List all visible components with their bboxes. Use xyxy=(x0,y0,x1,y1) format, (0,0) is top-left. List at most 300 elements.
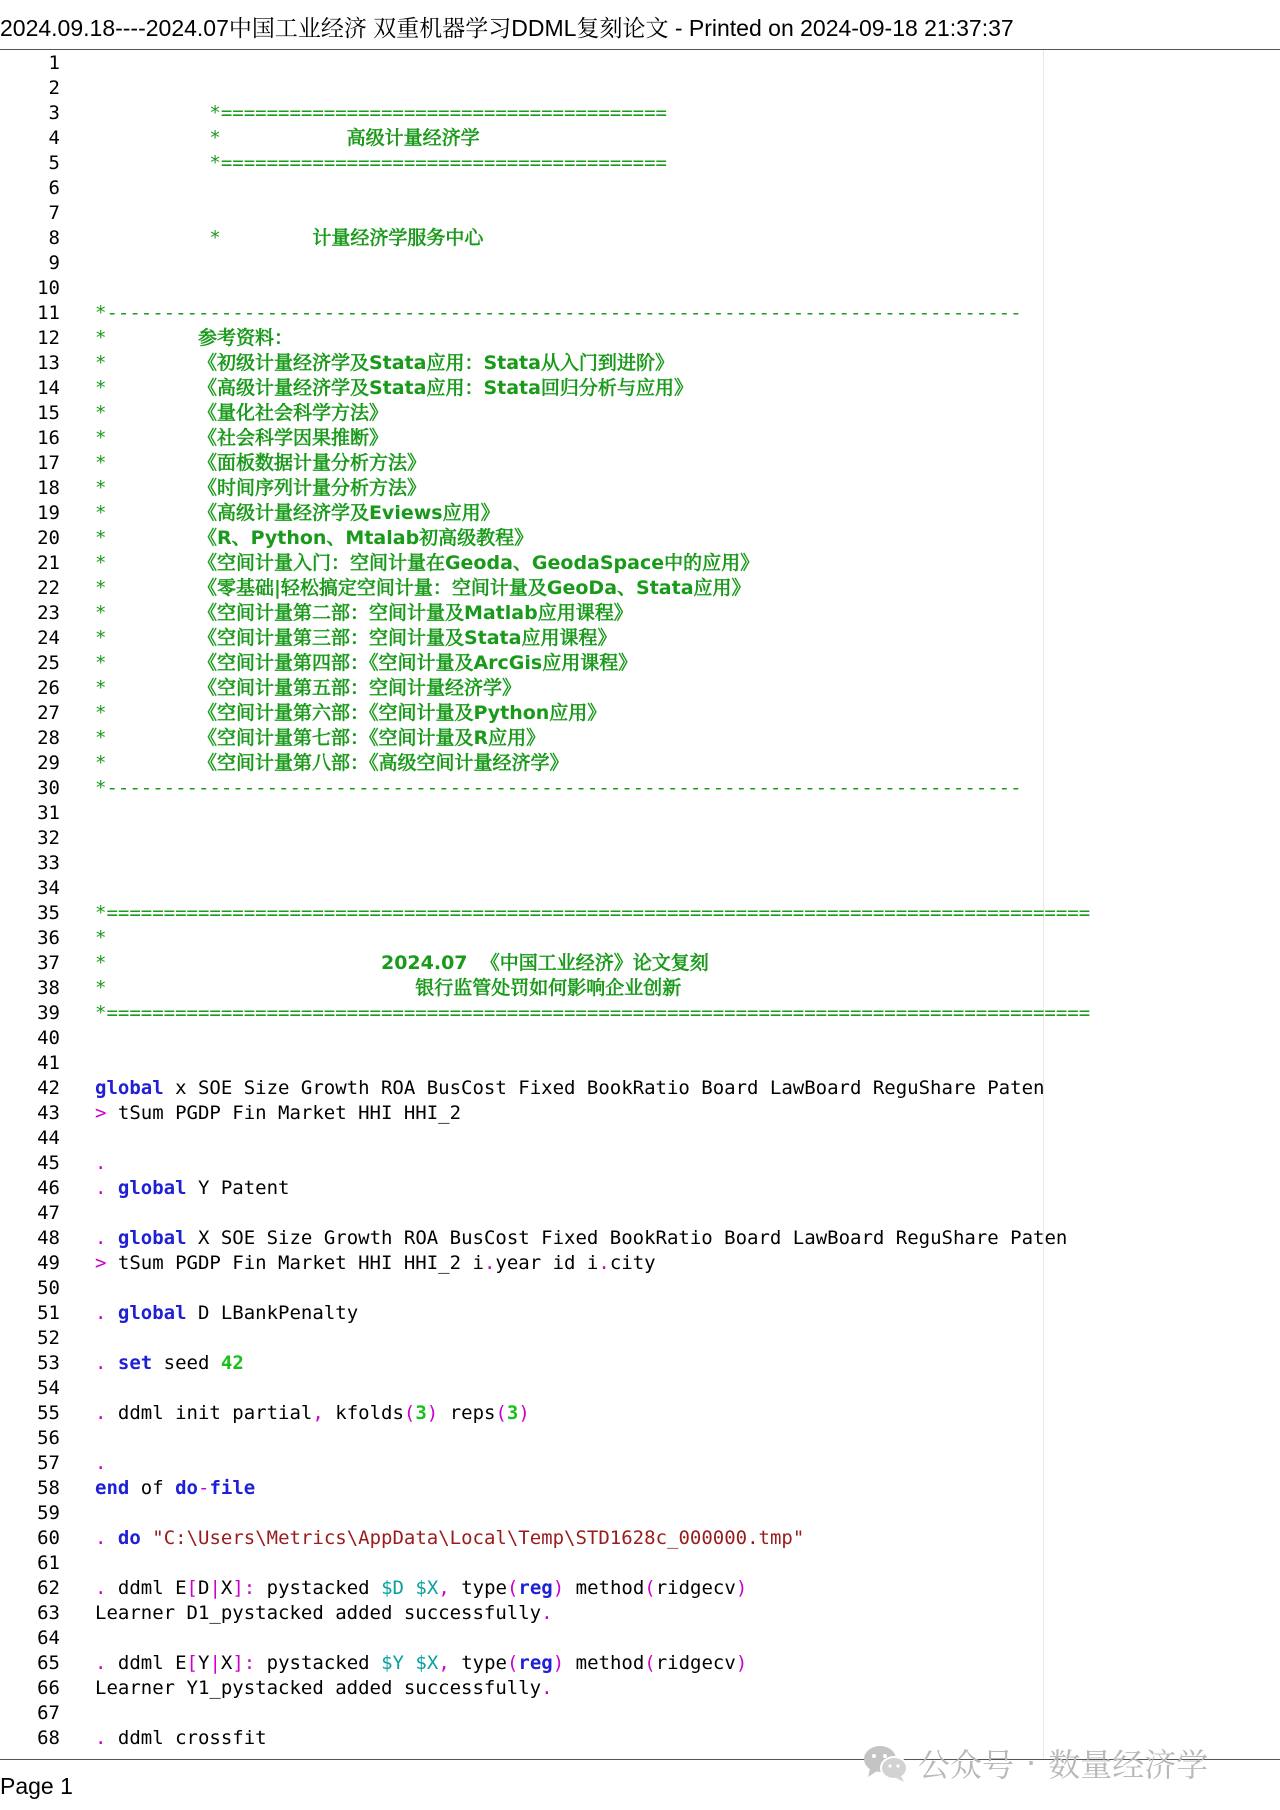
line-text xyxy=(95,326,293,351)
code-token: D LBankPenalty xyxy=(186,1302,359,1324)
code-token: seed xyxy=(152,1352,221,1374)
code-token: *-------------------------------------------------------------------------------- xyxy=(95,302,1022,324)
code-token xyxy=(106,1352,117,1374)
code-line xyxy=(0,651,1280,676)
code-line xyxy=(0,1426,1280,1451)
code-line xyxy=(0,1301,1280,1326)
code-line xyxy=(0,401,1280,426)
code-token: 《空间计量第七部：《空间计量及R应用》 xyxy=(197,727,546,749)
code-token: ) xyxy=(735,1577,748,1599)
code-line xyxy=(0,1001,1280,1026)
code-line xyxy=(0,326,1280,351)
line-number: 22 xyxy=(37,577,60,599)
line-text xyxy=(95,626,616,651)
line-number: 28 xyxy=(37,727,60,749)
code-line xyxy=(0,726,1280,751)
code-line xyxy=(0,851,1280,876)
code-token: type xyxy=(449,1577,507,1599)
code-token: * xyxy=(95,952,381,974)
code-line xyxy=(0,126,1280,151)
code-token: ddml E xyxy=(106,1577,187,1599)
code-token: 《高级计量经济学及Eviews应用》 xyxy=(197,502,500,524)
line-number: 54 xyxy=(37,1377,60,1399)
code-line xyxy=(0,1476,1280,1501)
line-text xyxy=(95,1601,553,1626)
code-token: $Y xyxy=(381,1652,404,1674)
code-token: ( xyxy=(506,1652,519,1674)
line-text xyxy=(95,1151,106,1176)
code-token: ddml E xyxy=(106,1652,187,1674)
code-token: * xyxy=(95,402,198,424)
code-token: 《R、Python、Mtalab初高级教程》 xyxy=(197,527,534,549)
line-text xyxy=(95,1526,804,1551)
code-line xyxy=(0,751,1280,776)
code-token: $D xyxy=(381,1577,404,1599)
line-text xyxy=(95,1101,461,1126)
line-number: 31 xyxy=(37,802,60,824)
code-token: file xyxy=(209,1477,256,1499)
line-number: 49 xyxy=(37,1252,60,1274)
code-line xyxy=(0,626,1280,651)
code-line xyxy=(0,1251,1280,1276)
code-line xyxy=(0,801,1280,826)
code-token: 《空间计量第六部：《空间计量及Python应用》 xyxy=(197,702,607,724)
code-token: . xyxy=(95,1727,107,1749)
code-token: 《社会科学因果推断》 xyxy=(197,427,388,449)
code-line xyxy=(0,601,1280,626)
code-token: *====================================================================================== xyxy=(95,902,1091,924)
code-token: . xyxy=(95,1152,107,1174)
code-line xyxy=(0,1701,1280,1726)
line-text xyxy=(95,951,709,976)
line-number: 20 xyxy=(37,527,60,549)
line-number: 26 xyxy=(37,677,60,699)
code-token: , xyxy=(438,1652,450,1674)
line-text xyxy=(95,551,759,576)
line-text xyxy=(95,1176,290,1201)
line-number: 57 xyxy=(37,1452,60,1474)
line-text xyxy=(95,426,388,451)
line-text xyxy=(95,651,637,676)
line-number: 37 xyxy=(37,952,60,974)
code-token: x SOE Size Growth ROA BusCost Fixed BookRatio Board LawBoard ReguShare Paten xyxy=(163,1077,1045,1099)
code-line xyxy=(0,1151,1280,1176)
code-line xyxy=(0,1601,1280,1626)
code-token: ( xyxy=(403,1402,416,1424)
line-number: 7 xyxy=(48,202,60,224)
line-number: 65 xyxy=(37,1652,60,1674)
code-token: Y xyxy=(197,1652,210,1674)
line-number: 47 xyxy=(37,1202,60,1224)
line-number: 29 xyxy=(37,752,60,774)
line-text xyxy=(95,126,480,151)
code-token: reg xyxy=(518,1577,553,1599)
code-token: * xyxy=(95,577,198,599)
code-token: 《时间序列计量分析方法》 xyxy=(197,477,426,499)
code-token: *====================================================================================== xyxy=(95,1002,1091,1024)
code-line xyxy=(0,1651,1280,1676)
code-line xyxy=(0,551,1280,576)
code-token: $X xyxy=(415,1652,439,1674)
line-text xyxy=(95,701,606,726)
code-token: ( xyxy=(506,1577,519,1599)
code-line xyxy=(0,701,1280,726)
code-token: * xyxy=(95,377,198,399)
code-line xyxy=(0,101,1280,126)
line-number: 51 xyxy=(37,1302,60,1324)
line-number: 8 xyxy=(48,227,60,249)
line-number: 36 xyxy=(37,927,60,949)
line-number: 19 xyxy=(37,502,60,524)
code-token: 《空间计量第二部：空间计量及Matlab应用课程》 xyxy=(197,602,633,624)
code-token: * xyxy=(95,977,416,999)
code-token: 《空间计量第三部：空间计量及Stata应用课程》 xyxy=(197,627,617,649)
code-token: ]: xyxy=(232,1652,256,1674)
code-token: * xyxy=(95,627,198,649)
code-line xyxy=(0,1126,1280,1151)
line-text xyxy=(95,751,568,776)
code-line xyxy=(0,1451,1280,1476)
line-text xyxy=(95,576,751,601)
code-token: * xyxy=(95,552,198,574)
line-number: 67 xyxy=(37,1702,60,1724)
line-number: 30 xyxy=(37,777,60,799)
code-line xyxy=(0,876,1280,901)
line-number: 27 xyxy=(37,702,60,724)
code-line xyxy=(0,451,1280,476)
line-number: 10 xyxy=(37,277,60,299)
line-text xyxy=(95,376,693,401)
line-number: 3 xyxy=(48,102,60,124)
code-token: . xyxy=(95,1527,107,1549)
code-token xyxy=(141,1527,152,1549)
code-line xyxy=(0,826,1280,851)
line-text xyxy=(95,226,483,251)
code-token: * xyxy=(95,752,198,774)
code-token: Learner Y1_pystacked added successfully xyxy=(95,1677,542,1699)
line-text xyxy=(95,1301,358,1326)
line-number: 61 xyxy=(37,1552,60,1574)
line-number: 38 xyxy=(37,977,60,999)
code-line xyxy=(0,576,1280,601)
code-line xyxy=(0,1526,1280,1551)
line-text xyxy=(95,351,674,376)
line-number: 50 xyxy=(37,1277,60,1299)
code-line xyxy=(0,1551,1280,1576)
code-token: X xyxy=(220,1652,233,1674)
line-text xyxy=(95,1076,1044,1101)
code-line xyxy=(0,476,1280,501)
code-token: ridgecv xyxy=(655,1577,736,1599)
code-line xyxy=(0,426,1280,451)
line-number: 25 xyxy=(37,652,60,674)
code-token: * xyxy=(95,702,198,724)
line-text xyxy=(95,1001,1090,1026)
code-token: 《空间计量第四部：《空间计量及ArcGis应用课程》 xyxy=(197,652,638,674)
code-line xyxy=(0,501,1280,526)
line-number: 39 xyxy=(37,1002,60,1024)
code-token: type xyxy=(449,1652,507,1674)
code-token: 2024.07 《中国工业经济》论文复刻 xyxy=(380,952,709,974)
code-token: ( xyxy=(644,1577,656,1599)
code-line xyxy=(0,676,1280,701)
code-token: ) xyxy=(426,1402,439,1424)
code-token: ) xyxy=(552,1652,565,1674)
code-token: [ xyxy=(186,1652,198,1674)
line-text xyxy=(95,776,1022,801)
code-token: reps xyxy=(438,1402,496,1424)
watermark-text-left: 公众号 xyxy=(918,1746,1015,1784)
code-token: X SOE Size Growth ROA BusCost Fixed BookRatio Board LawBoard ReguShare Paten xyxy=(186,1227,1068,1249)
code-token: city xyxy=(609,1252,656,1274)
code-token: * xyxy=(95,652,198,674)
print-header-title: 2024.09.18----2024.07中国工业经济 双重机器学习DDML复刻论文 - Printed on 2024-09-18 21:37:37 xyxy=(0,15,1014,41)
line-number: 41 xyxy=(37,1052,60,1074)
code-line xyxy=(0,1076,1280,1101)
code-token: $X xyxy=(415,1577,439,1599)
code-line xyxy=(0,151,1280,176)
code-token: method xyxy=(564,1577,645,1599)
code-token: ) xyxy=(518,1402,530,1424)
watermark xyxy=(862,1740,1208,1786)
code-token: of xyxy=(129,1477,176,1499)
line-text xyxy=(95,676,521,701)
code-line xyxy=(0,226,1280,251)
code-line xyxy=(0,1176,1280,1201)
code-token: * xyxy=(95,452,198,474)
code-token: global xyxy=(117,1227,187,1249)
line-number: 6 xyxy=(48,177,60,199)
code-token: ddml init partial xyxy=(106,1402,313,1424)
code-token xyxy=(106,1527,117,1549)
line-number: 55 xyxy=(37,1402,60,1424)
line-text xyxy=(95,726,545,751)
code-token: method xyxy=(564,1652,645,1674)
code-token: . xyxy=(95,1402,107,1424)
line-number: 43 xyxy=(37,1102,60,1124)
code-token xyxy=(106,1227,117,1249)
code-token: *-------------------------------------------------------------------------------- xyxy=(95,777,1022,799)
code-token: "C:\Users\Metrics\AppData\Local\Temp\STD1628c_000000.tmp" xyxy=(152,1527,805,1549)
code-token: * xyxy=(95,527,198,549)
code-line xyxy=(0,1626,1280,1651)
line-number: 15 xyxy=(37,402,60,424)
code-token: . xyxy=(95,1452,107,1474)
line-text xyxy=(95,1676,553,1701)
line-text xyxy=(95,526,533,551)
line-text xyxy=(95,976,681,1001)
code-line xyxy=(0,351,1280,376)
line-text xyxy=(95,901,1090,926)
line-number: 16 xyxy=(37,427,60,449)
line-number: 52 xyxy=(37,1327,60,1349)
line-number: 40 xyxy=(37,1027,60,1049)
code-token: 3 xyxy=(415,1402,427,1424)
line-number: 2 xyxy=(48,77,60,99)
code-token: . xyxy=(483,1252,496,1274)
code-token: end xyxy=(95,1477,130,1499)
line-number: 1 xyxy=(48,52,60,74)
code-token: ) xyxy=(735,1652,748,1674)
code-token: * xyxy=(95,127,347,149)
code-token: * xyxy=(95,677,198,699)
code-token: year id i xyxy=(495,1252,599,1274)
line-text xyxy=(95,926,106,951)
code-token: . xyxy=(95,1577,107,1599)
line-number: 56 xyxy=(37,1427,60,1449)
code-token xyxy=(404,1652,415,1674)
code-token: do xyxy=(117,1527,141,1549)
code-token: 《空间计量入门：空间计量在Geoda、GeodaSpace中的应用》 xyxy=(197,552,760,574)
line-text xyxy=(95,1576,747,1601)
code-token: *======================================= xyxy=(95,152,667,174)
code-token xyxy=(106,1177,117,1199)
code-line xyxy=(0,376,1280,401)
code-token: do xyxy=(175,1477,198,1499)
line-number: 24 xyxy=(37,627,60,649)
code-line xyxy=(0,951,1280,976)
line-number: 35 xyxy=(37,902,60,924)
line-text xyxy=(95,101,667,126)
code-token: * xyxy=(95,427,198,449)
line-text xyxy=(95,1401,530,1426)
watermark-text-right: 数量经济学 xyxy=(1048,1746,1209,1784)
code-token: Learner D1_pystacked added successfully xyxy=(95,1602,542,1624)
line-number: 12 xyxy=(37,327,60,349)
line-number: 11 xyxy=(37,302,60,324)
line-number: 5 xyxy=(48,152,60,174)
code-line xyxy=(0,1051,1280,1076)
code-token: reg xyxy=(518,1652,553,1674)
code-token: ( xyxy=(495,1402,507,1424)
code-line xyxy=(0,976,1280,1001)
code-token: pystacked xyxy=(255,1652,382,1674)
code-token: ) xyxy=(552,1577,565,1599)
code-token: - xyxy=(197,1477,210,1499)
line-number: 48 xyxy=(37,1227,60,1249)
line-number: 34 xyxy=(37,877,60,899)
code-token: 高级计量经济学 xyxy=(346,127,480,149)
code-token: , xyxy=(312,1402,324,1424)
line-text xyxy=(95,476,426,501)
wechat-icon xyxy=(862,1743,908,1783)
code-token: ridgecv xyxy=(655,1652,736,1674)
code-token: D xyxy=(197,1577,210,1599)
line-number: 63 xyxy=(37,1602,60,1624)
code-token: . xyxy=(95,1352,107,1374)
code-token: . xyxy=(541,1677,553,1699)
code-token: global xyxy=(95,1077,164,1099)
code-line xyxy=(0,1326,1280,1351)
code-token: global xyxy=(117,1177,187,1199)
code-token: * xyxy=(95,327,198,349)
code-line xyxy=(0,1101,1280,1126)
line-text xyxy=(95,151,667,176)
line-number: 45 xyxy=(37,1152,60,1174)
line-number: 60 xyxy=(37,1527,60,1549)
code-token: * xyxy=(95,727,198,749)
code-token: ]: xyxy=(232,1577,256,1599)
code-token: . xyxy=(95,1177,107,1199)
code-token: 《高级计量经济学及Stata应用：Stata回归分析与应用》 xyxy=(197,377,693,399)
code-token: 《面板数据计量分析方法》 xyxy=(197,452,426,474)
line-number: 66 xyxy=(37,1677,60,1699)
line-text xyxy=(95,451,426,476)
line-number: 64 xyxy=(37,1627,60,1649)
line-number: 23 xyxy=(37,602,60,624)
code-line xyxy=(0,776,1280,801)
line-number: 18 xyxy=(37,477,60,499)
code-token: global xyxy=(117,1302,187,1324)
code-line xyxy=(0,76,1280,101)
code-token: tSum PGDP Fin Market HHI HHI_2 xyxy=(106,1102,462,1124)
code-line xyxy=(0,1676,1280,1701)
code-token: * xyxy=(95,477,198,499)
line-text xyxy=(95,601,633,626)
code-token: 《量化社会科学方法》 xyxy=(197,402,388,424)
code-line xyxy=(0,901,1280,926)
code-line xyxy=(0,1351,1280,1376)
code-token: * xyxy=(95,602,198,624)
code-token: 计量经济学服务中心 xyxy=(312,227,484,249)
line-text xyxy=(95,1726,267,1751)
code-line xyxy=(0,251,1280,276)
code-line xyxy=(0,926,1280,951)
code-token: ddml crossfit xyxy=(106,1727,267,1749)
code-token: . xyxy=(95,1302,107,1324)
code-token: > xyxy=(95,1252,107,1274)
code-token: * xyxy=(95,927,107,949)
code-token: 《空间计量第五部：空间计量经济学》 xyxy=(197,677,521,699)
line-text xyxy=(95,1651,747,1676)
code-token: | xyxy=(209,1577,221,1599)
code-line xyxy=(0,1576,1280,1601)
line-text xyxy=(95,1451,106,1476)
code-token: kfolds xyxy=(323,1402,404,1424)
code-token: * xyxy=(95,227,313,249)
code-token xyxy=(106,1302,117,1324)
line-text xyxy=(95,501,500,526)
code-token: . xyxy=(598,1252,610,1274)
code-token: 《初级计量经济学及Stata应用：Stata从入门到进阶》 xyxy=(197,352,674,374)
code-token: * xyxy=(95,352,198,374)
code-token: > xyxy=(95,1102,107,1124)
code-line xyxy=(0,1401,1280,1426)
code-line xyxy=(0,276,1280,301)
code-token: [ xyxy=(186,1577,198,1599)
code-line xyxy=(0,51,1280,76)
header-divider xyxy=(0,49,1280,50)
code-token: * xyxy=(95,502,198,524)
code-token: 42 xyxy=(220,1352,244,1374)
code-token: , xyxy=(438,1577,450,1599)
code-token: . xyxy=(95,1652,107,1674)
code-line xyxy=(0,1276,1280,1301)
line-number: 32 xyxy=(37,827,60,849)
code-line xyxy=(0,1501,1280,1526)
code-token: 《零基础|轻松搞定空间计量：空间计量及GeoDa、Stata应用》 xyxy=(197,577,751,599)
code-token: 参考资料： xyxy=(197,327,293,349)
code-line xyxy=(0,1201,1280,1226)
line-number: 42 xyxy=(37,1077,60,1099)
line-number: 46 xyxy=(37,1177,60,1199)
line-text xyxy=(95,301,1022,326)
line-number: 4 xyxy=(48,127,60,149)
watermark-separator: · xyxy=(1026,1744,1037,1782)
code-token: 银行监管处罚如何影响企业创新 xyxy=(415,977,682,999)
code-token: ( xyxy=(644,1652,656,1674)
code-token: *======================================= xyxy=(95,102,667,124)
